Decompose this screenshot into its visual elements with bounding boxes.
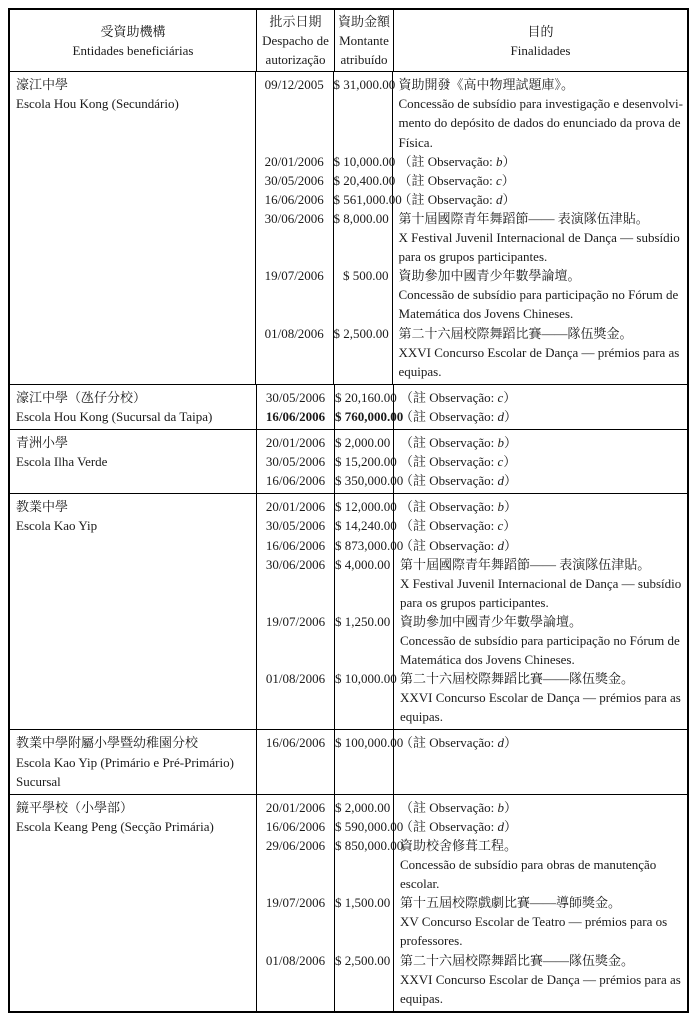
purpose-line: Concessão de subsídio para obras de manutenção [400, 857, 657, 873]
authorization-date: 29/06/2006 [265, 837, 326, 853]
entity-cell [10, 72, 256, 384]
purpose-line: XXVI Concurso Escolar de Dança — prémios para as [398, 344, 680, 360]
purpose-line: （註 Observação: c） [398, 172, 515, 188]
purpose-line: 第十屆國際青年舞蹈節—— 表演隊伍津貼。 [398, 210, 649, 226]
entity-cell [10, 730, 257, 793]
purpose-entry [400, 433, 683, 452]
authorization-date: 20/01/2006 [265, 499, 326, 515]
entity-name-line: Escola Hou Kong (Sucursal da Taipa) [16, 408, 213, 424]
dates-cell [257, 730, 335, 793]
authorization-date: 16/06/2006 [265, 818, 326, 834]
authorization-date: 20/01/2006 [265, 435, 326, 451]
purpose-entry [400, 388, 683, 407]
purpose-line: equipas. [398, 363, 442, 379]
purpose-line: 第二十六屆校際舞蹈比賽——隊伍獎金。 [400, 952, 635, 968]
purpose-line: escolar. [400, 876, 440, 892]
authorization-date: 09/12/2005 [264, 77, 324, 93]
grant-amount: $ 4,000.00 [335, 556, 391, 572]
purpose-line: 資助開發《高中物理試題庫》。 [398, 77, 575, 93]
entity-cell [10, 430, 257, 493]
purpose-line: （註 Observação: b） [398, 153, 516, 169]
dates-cell [257, 430, 335, 493]
header-date-pt-2: autorização [265, 52, 326, 68]
purpose-entry [400, 951, 683, 1008]
purpose-line: Concessão de subsídio para investigação e desenvolvi- [398, 96, 683, 112]
authorization-date: 30/05/2006 [265, 454, 326, 470]
entity-name-line: Escola Keang Peng (Secção Primária) [16, 818, 214, 834]
beneficiary-block [10, 729, 687, 793]
entity-cell [10, 494, 257, 729]
amounts-cell [335, 494, 404, 729]
authorization-date: 30/05/2006 [264, 172, 324, 188]
purpose-line: （註 Observação: d） [398, 191, 516, 207]
amounts-cell [333, 72, 402, 384]
dates-cell [256, 72, 334, 384]
purposes-cell [394, 430, 687, 493]
purpose-entry [400, 612, 683, 669]
amounts-cell [335, 385, 404, 429]
grant-amount: $ 2,500.00 [335, 952, 391, 968]
grant-amount: $ 12,000.00 [335, 499, 397, 515]
purpose-line: （註 Observação: b） [400, 435, 517, 451]
purpose-line: XV Concurso Escolar de Teatro — prémios para os [400, 914, 668, 930]
grant-amount: $ 760,000.00 [335, 408, 404, 424]
purpose-line: 第二十六屆校際舞蹈比賽——隊伍獎金。 [400, 671, 635, 687]
purpose-line: 資助參加中國青少年數學論壇。 [400, 613, 583, 629]
entity-name-line: Escola Kao Yip (Primário e Pré-Primário) [16, 754, 234, 770]
purpose-line: 第十五屆校際戲劇比賽——導師獎金。 [400, 895, 622, 911]
purpose-line: （註 Observação: d） [400, 735, 517, 751]
grant-amount: $ 31,000.00 [333, 77, 396, 93]
beneficiary-block [10, 794, 687, 1011]
entity-name-line: Sucursal [16, 773, 61, 789]
table-header-row [10, 10, 687, 72]
purposes-cell [394, 385, 687, 429]
header-amount-zh: 資助金額 [337, 14, 390, 29]
purpose-entry [400, 497, 683, 516]
authorization-date: 19/07/2006 [265, 613, 326, 629]
amounts-cell [335, 730, 404, 793]
grant-amount: $ 561,000.00 [333, 191, 402, 207]
purpose-entry [400, 452, 683, 471]
purpose-entry [399, 190, 683, 209]
purpose-line: Matemática dos Jovens Chineses. [398, 306, 574, 322]
purpose-entry [400, 798, 683, 817]
purpose-entry [399, 266, 683, 323]
grant-amount: $ 1,500.00 [335, 895, 391, 911]
authorization-date: 16/06/2006 [265, 473, 326, 489]
purpose-entry [399, 152, 683, 171]
grant-amount: $ 20,400.00 [333, 172, 396, 188]
entity-name-line: 鏡平學校（小學部） [16, 799, 134, 815]
purpose-entry [400, 516, 683, 535]
purpose-entry [400, 893, 683, 950]
dates-cell [257, 795, 335, 1011]
purpose-line: 資助參加中國青少年數學論壇。 [398, 268, 581, 284]
header-entity-pt: Entidades beneficiárias [72, 42, 194, 58]
purpose-entry [400, 836, 683, 893]
purpose-line: （註 Observação: d） [400, 408, 517, 424]
purpose-line: （註 Observação: c） [400, 518, 517, 534]
grant-amount: $ 10,000.00 [335, 671, 397, 687]
entity-name-line: Escola Ilha Verde [16, 454, 108, 470]
entity-name-line: 濠江中學 [16, 77, 69, 93]
entity-name-line: Escola Kao Yip [16, 518, 98, 534]
header-amount-column [335, 10, 394, 71]
purpose-entry [399, 75, 683, 151]
beneficiary-block [10, 384, 687, 429]
purpose-entry [400, 733, 683, 752]
purpose-line: 第二十六屆校際舞蹈比賽——隊伍獎金。 [398, 325, 633, 341]
purpose-entry [400, 407, 683, 426]
grant-amount: $ 873,000.00 [335, 537, 404, 553]
authorization-date: 30/05/2006 [265, 518, 326, 534]
authorization-date: 30/06/2006 [265, 556, 326, 572]
beneficiary-block [10, 72, 687, 384]
grant-amount: $ 15,200.00 [335, 454, 397, 470]
authorization-date: 30/05/2006 [265, 389, 326, 405]
table-blocks [10, 72, 687, 1011]
purpose-line: X Festival Juvenil Internacional de Dança — subsídio [398, 230, 680, 246]
header-purpose-column [394, 10, 687, 71]
purpose-line: para os grupos participantes. [398, 249, 548, 265]
purpose-line: （註 Observação: b） [400, 799, 517, 815]
purposes-cell [394, 795, 687, 1011]
beneficiary-block [10, 429, 687, 493]
header-amount-pt-2: atribuído [340, 52, 388, 68]
purpose-line: （註 Observação: d） [400, 818, 517, 834]
grant-amount: $ 2,500.00 [333, 325, 389, 341]
purpose-line: Concessão de subsídio para participação no Fórum de [398, 287, 679, 303]
grant-amount: $ 1,250.00 [335, 613, 391, 629]
purpose-line: 第十屆國際青年舞蹈節—— 表演隊伍津貼。 [400, 556, 651, 572]
header-date-pt-1: Despacho de [262, 33, 329, 49]
grant-amount: $ 500.00 [343, 268, 389, 284]
grant-amount: $ 350,000.00 [335, 473, 404, 489]
header-purpose-pt: Finalidades [510, 42, 571, 58]
grant-amount: $ 100,000.00 [335, 735, 404, 751]
purposes-cell [394, 730, 687, 793]
entity-cell [10, 385, 257, 429]
grant-amount: $ 2,000.00 [335, 799, 391, 815]
grant-amount: $ 2,000.00 [335, 435, 391, 451]
authorization-date: 01/08/2006 [265, 952, 326, 968]
purpose-line: para os grupos participantes. [400, 594, 549, 610]
authorization-date: 01/08/2006 [265, 671, 326, 687]
authorization-date: 30/06/2006 [264, 210, 324, 226]
purpose-line: （註 Observação: d） [400, 473, 517, 489]
authorization-date: 20/01/2006 [265, 799, 326, 815]
purpose-entry [400, 817, 683, 836]
purpose-line: Concessão de subsídio para participação no Fórum de [400, 632, 680, 648]
beneficiary-block [10, 493, 687, 729]
purpose-line: professores. [400, 933, 463, 949]
dates-cell [257, 494, 335, 729]
authorization-date: 16/06/2006 [264, 191, 324, 207]
header-date-zh: 批示日期 [269, 14, 322, 29]
grant-amount: $ 10,000.00 [333, 153, 396, 169]
purposes-cell [393, 72, 687, 384]
amounts-cell [335, 430, 404, 493]
purpose-line: （註 Observação: c） [400, 389, 517, 405]
purpose-entry [400, 669, 683, 726]
authorization-date: 19/07/2006 [264, 268, 324, 284]
amounts-cell [335, 795, 404, 1011]
purpose-line: mento do depósito de dados do enunciado da prova de [398, 115, 681, 131]
purpose-entry [400, 555, 683, 612]
header-entity-zh: 受資助機構 [100, 23, 166, 39]
purpose-entry [399, 171, 683, 190]
purpose-entry [400, 536, 683, 555]
dates-cell [257, 385, 335, 429]
header-date-column [257, 10, 335, 71]
purpose-line: XXVI Concurso Escolar de Dança — prémios para as [400, 690, 681, 706]
authorization-date: 16/06/2006 [265, 735, 326, 751]
purpose-line: 資助校舍修葺工程。 [400, 837, 518, 853]
grant-amount: $ 850,000.00 [335, 837, 404, 853]
purpose-line: X Festival Juvenil Internacional de Dança — subsídio [400, 575, 682, 591]
purpose-line: XXVI Concurso Escolar de Dança — prémios para as [400, 971, 681, 987]
grant-amount: $ 590,000.00 [335, 818, 404, 834]
grant-amount: $ 8,000.00 [333, 210, 389, 226]
entity-name-line: 教業中學 [16, 499, 69, 515]
purpose-line: equipas. [400, 990, 443, 1006]
subsidy-table [8, 8, 689, 1013]
purpose-entry [400, 471, 683, 490]
authorization-date: 16/06/2006 [265, 408, 326, 424]
grant-amount: $ 14,240.00 [335, 518, 397, 534]
purpose-line: Matemática dos Jovens Chineses. [400, 652, 575, 668]
entity-name-line: 濠江中學（氹仔分校） [16, 389, 147, 405]
authorization-date: 20/01/2006 [264, 153, 324, 169]
purpose-line: （註 Observação: d） [400, 537, 517, 553]
header-amount-pt-1: Montante [339, 33, 389, 49]
purpose-line: Física. [398, 134, 433, 150]
header-entity-column [10, 10, 257, 71]
purpose-entry [399, 324, 683, 381]
header-purpose-zh: 目的 [527, 23, 554, 39]
grant-amount: $ 20,160.00 [335, 389, 397, 405]
entity-name-line: 青洲小學 [16, 435, 69, 451]
authorization-date: 19/07/2006 [265, 895, 326, 911]
entity-cell [10, 795, 257, 1011]
entity-name-line: Escola Hou Kong (Secundário) [16, 96, 179, 112]
entity-name-line: 教業中學附屬小學暨幼稚園分校 [16, 735, 199, 751]
authorization-date: 16/06/2006 [265, 537, 326, 553]
purposes-cell [394, 494, 687, 729]
purpose-line: （註 Observação: b） [400, 499, 517, 515]
purpose-line: equipas. [400, 709, 443, 725]
purpose-line: （註 Observação: c） [400, 454, 517, 470]
authorization-date: 01/08/2006 [264, 325, 324, 341]
purpose-entry [399, 209, 683, 266]
